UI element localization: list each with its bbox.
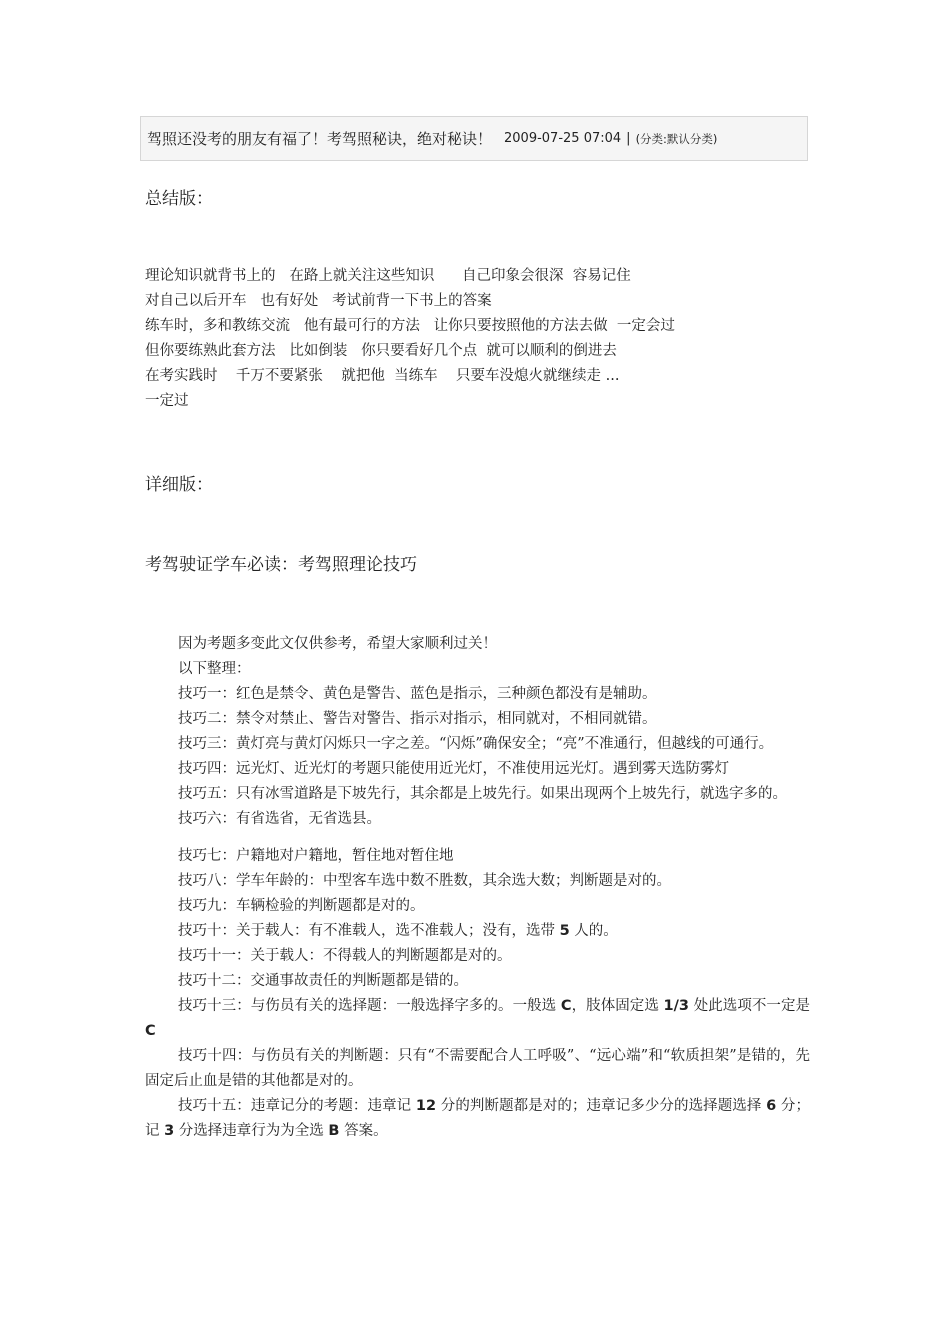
- tip-item: 技巧三：黄灯亮与黄灯闪烁只一字之差。“闪烁”确保安全；“亮”不准通行，但越线的可通行。: [178, 736, 774, 752]
- tip-item: 技巧十：关于载人：有不准载人，选不准载人；没有，选带 5 人的。: [178, 923, 618, 939]
- tip-item: 技巧四：远光灯、近光灯的考题只能使用近光灯，不准使用远光灯。遇到雾天选防雾灯: [178, 761, 729, 777]
- tip-item: 技巧十五：违章记分的考题：违章记 12 分的判断题都是对的；违章记多少分的选择题选择 6 分；记 3 分选择违章行为为全选 B 答案。: [145, 1098, 811, 1139]
- summary-line: 但你要练熟此套方法 比如倒装 你只要看好几个点 就可以顺利的倒进去: [145, 343, 617, 359]
- tip-item: 技巧十二：交通事故责任的判断题都是错的。: [178, 973, 468, 989]
- post-category[interactable]: (分类:默认分类): [635, 131, 718, 146]
- tip-item: 技巧十三：与伤员有关的选择题：一般选择字多的。一般选 C，肢体固定选 1/3 处此选项不一定是 C: [145, 998, 811, 1039]
- tip-item: 技巧八：学车年龄的：中型客车选中数不胜数，其余选大数；判断题是对的。: [178, 873, 671, 889]
- summary-line: 练车时，多和教练交流 他有最可行的方法 让你只要按照他的方法去做 一定会过: [145, 318, 675, 334]
- summary-heading: 总结版：: [145, 189, 213, 209]
- intro-line: 因为考题多变此文仅供参考，希望大家顺利过关！: [178, 636, 497, 652]
- summary-line: 在考实践时 千万不要紧张 就把他 当练车 只要车没熄火就继续走 ...: [145, 368, 620, 384]
- paragraph-gap: [145, 832, 810, 844]
- summary-line: 一定过: [145, 393, 189, 409]
- detail-body: [145, 632, 810, 1144]
- summary-body: [145, 264, 845, 414]
- post-header: [140, 116, 808, 161]
- tip-item: 技巧七：户籍地对户籍地，暂住地对暂住地: [178, 848, 454, 864]
- tip-item: 技巧五：只有冰雪道路是下坡先行，其余都是上坡先行。如果出现两个上坡先行，就选字多的。: [178, 786, 787, 802]
- emphasis-text: 5: [559, 923, 570, 939]
- post-title[interactable]: 驾照还没考的朋友有福了！考驾照秘诀，绝对秘诀！: [147, 130, 493, 148]
- post-date: 2009-07-25 07:04: [504, 131, 622, 146]
- tip-item: 技巧一：红色是禁令、黄色是警告、蓝色是指示，三种颜色都没有是辅助。: [178, 686, 657, 702]
- emphasis-text: 3: [164, 1123, 175, 1139]
- emphasis-text: 1/3: [663, 998, 690, 1014]
- tip-item: 技巧九：车辆检验的判断题都是对的。: [178, 898, 425, 914]
- tip-item: 技巧十四：与伤员有关的判断题：只有“不需要配合人工呼吸”、“远心端”和“软质担架”是错的，先固定后止血是错的其他都是对的。: [145, 1048, 810, 1089]
- emphasis-text: C: [560, 998, 572, 1014]
- tip-item: 技巧二：禁令对禁止、警告对警告、指示对指示，相同就对，不相同就错。: [178, 711, 657, 727]
- detail-heading: 详细版：: [145, 475, 213, 495]
- emphasis-text: C: [145, 1023, 156, 1039]
- tip-item: 技巧十一：关于载人：不得载人的判断题都是对的。: [178, 948, 512, 964]
- emphasis-text: 12: [415, 1098, 437, 1114]
- tip-item: 技巧六：有省选省，无省选县。: [178, 811, 381, 827]
- summary-line: 理论知识就背书上的 在路上就关注这些知识 自己印象会很深 容易记住: [145, 268, 631, 284]
- post-separator: |: [626, 131, 631, 146]
- emphasis-text: B: [328, 1123, 340, 1139]
- intro-line: 以下整理：: [178, 661, 251, 677]
- summary-line: 对自己以后开车 也有好处 考试前背一下书上的答案: [145, 293, 492, 309]
- detail-subheading: 考驾驶证学车必读：考驾照理论技巧: [145, 555, 417, 575]
- emphasis-text: 6: [766, 1098, 777, 1114]
